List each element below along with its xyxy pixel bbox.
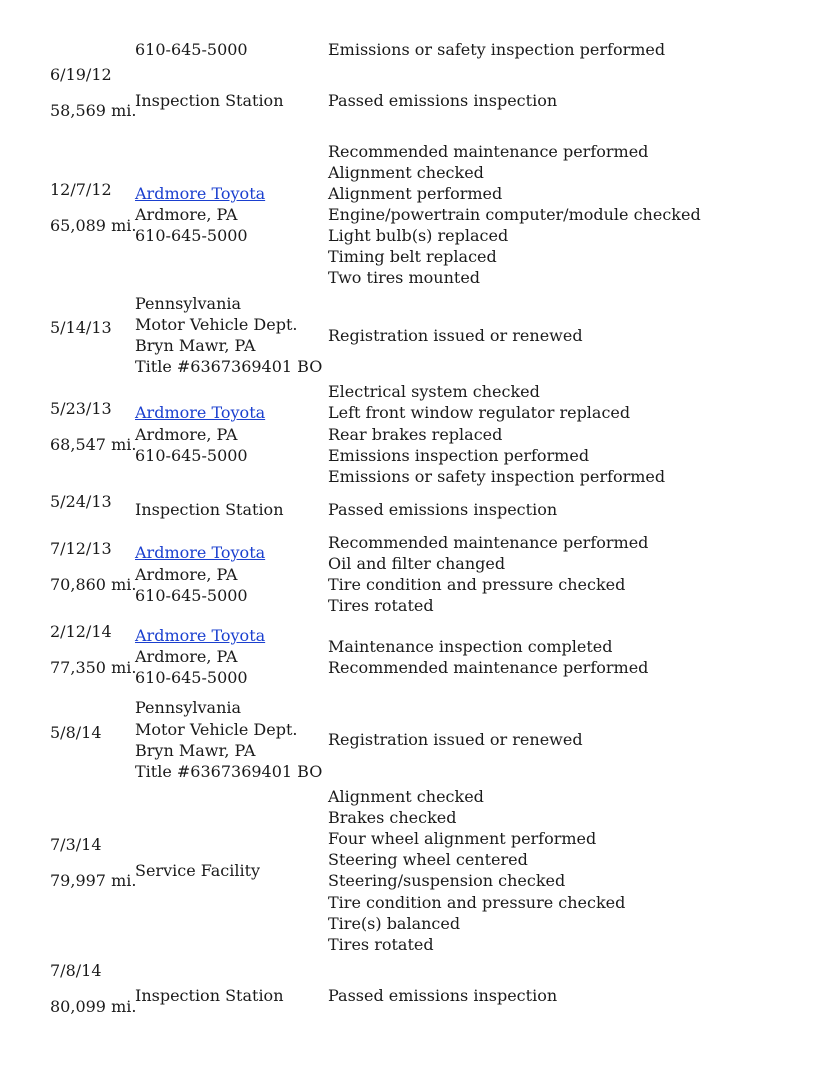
detail-line: Passed emissions inspection bbox=[328, 91, 558, 110]
source-line: Service Facility bbox=[135, 861, 261, 880]
source-line: 610-645-5000 bbox=[135, 586, 248, 605]
source-line: Bryn Mawr, PA bbox=[135, 741, 256, 760]
dealer-link[interactable]: Ardmore Toyota bbox=[135, 403, 266, 422]
detail-line: Rear brakes replaced bbox=[328, 425, 503, 444]
detail-line: Oil and filter changed bbox=[328, 554, 506, 573]
source-line: Title #6367369401 BO bbox=[135, 762, 323, 781]
detail-line: Tires rotated bbox=[328, 935, 434, 954]
record-date: 5/24/13 bbox=[50, 492, 112, 511]
detail-line: Emissions inspection performed bbox=[328, 446, 590, 465]
detail-line: Maintenance inspection completed bbox=[328, 637, 613, 656]
source-line: 610-645-5000 bbox=[135, 446, 248, 465]
detail-line: Passed emissions inspection bbox=[328, 986, 558, 1005]
record-mileage: 80,099 mi. bbox=[50, 997, 137, 1016]
record-mileage: 68,547 mi. bbox=[50, 435, 137, 454]
record-date: 5/14/13 bbox=[50, 318, 112, 337]
source-line: Inspection Station bbox=[135, 986, 284, 1005]
source-line: Bryn Mawr, PA bbox=[135, 336, 256, 355]
record-date: 12/7/12 bbox=[50, 180, 112, 199]
detail-line: Tire condition and pressure checked bbox=[328, 893, 626, 912]
detail-line: Recommended maintenance performed bbox=[328, 658, 649, 677]
source-line: Title #6367369401 BO bbox=[135, 357, 323, 376]
record-date: 7/3/14 bbox=[50, 835, 102, 854]
dealer-link[interactable]: Ardmore Toyota bbox=[135, 543, 266, 562]
record-mileage: 58,569 mi. bbox=[50, 101, 137, 120]
detail-line: Emissions or safety inspection performed bbox=[328, 40, 666, 59]
record-mileage: 79,997 mi. bbox=[50, 871, 137, 890]
source-line: Ardmore, PA bbox=[135, 565, 238, 584]
source-line: 610-645-5000 bbox=[135, 226, 248, 245]
detail-line: Light bulb(s) replaced bbox=[328, 226, 509, 245]
detail-line: Registration issued or renewed bbox=[328, 326, 583, 345]
dealer-link[interactable]: Ardmore Toyota bbox=[135, 626, 266, 645]
record-mileage: 65,089 mi. bbox=[50, 216, 137, 235]
record-date: 6/19/12 bbox=[50, 65, 112, 84]
dealer-link[interactable]: Ardmore Toyota bbox=[135, 184, 266, 203]
detail-line: Engine/powertrain computer/module checked bbox=[328, 205, 701, 224]
detail-line: Alignment performed bbox=[328, 184, 503, 203]
detail-line: Steering/suspension checked bbox=[328, 871, 566, 890]
detail-line: Steering wheel centered bbox=[328, 850, 528, 869]
record-date: 5/23/13 bbox=[50, 399, 112, 418]
detail-line: Brakes checked bbox=[328, 808, 457, 827]
source-line: Ardmore, PA bbox=[135, 425, 238, 444]
detail-line: Electrical system checked bbox=[328, 382, 540, 401]
detail-line: Alignment checked bbox=[328, 163, 484, 182]
detail-line: Passed emissions inspection bbox=[328, 500, 558, 519]
source-line: Motor Vehicle Dept. bbox=[135, 315, 298, 334]
record-date: 5/8/14 bbox=[50, 723, 102, 742]
record-date: 7/12/13 bbox=[50, 539, 112, 558]
record-mileage: 70,860 mi. bbox=[50, 575, 137, 594]
detail-line: Four wheel alignment performed bbox=[328, 829, 597, 848]
detail-line: Alignment checked bbox=[328, 787, 484, 806]
source-line: 610-645-5000 bbox=[135, 668, 248, 687]
source-line: Motor Vehicle Dept. bbox=[135, 720, 298, 739]
source-line: 610-645-5000 bbox=[135, 40, 248, 59]
detail-line: Tire condition and pressure checked bbox=[328, 575, 626, 594]
detail-line: Registration issued or renewed bbox=[328, 730, 583, 749]
detail-line: Emissions or safety inspection performed bbox=[328, 467, 666, 486]
record-date: 2/12/14 bbox=[50, 622, 112, 641]
detail-line: Recommended maintenance performed bbox=[328, 533, 649, 552]
record-mileage: 77,350 mi. bbox=[50, 658, 137, 677]
source-line: Pennsylvania bbox=[135, 698, 242, 717]
record-date: 7/8/14 bbox=[50, 961, 102, 980]
detail-line: Timing belt replaced bbox=[328, 247, 497, 266]
source-line: Ardmore, PA bbox=[135, 647, 238, 666]
source-line: Ardmore, PA bbox=[135, 205, 238, 224]
detail-line: Tires rotated bbox=[328, 596, 434, 615]
source-line: Pennsylvania bbox=[135, 294, 242, 313]
detail-line: Left front window regulator replaced bbox=[328, 403, 631, 422]
detail-line: Recommended maintenance performed bbox=[328, 142, 649, 161]
source-line: Inspection Station bbox=[135, 91, 284, 110]
detail-line: Two tires mounted bbox=[328, 268, 481, 287]
detail-line: Tire(s) balanced bbox=[328, 914, 461, 933]
source-line: Inspection Station bbox=[135, 500, 284, 519]
